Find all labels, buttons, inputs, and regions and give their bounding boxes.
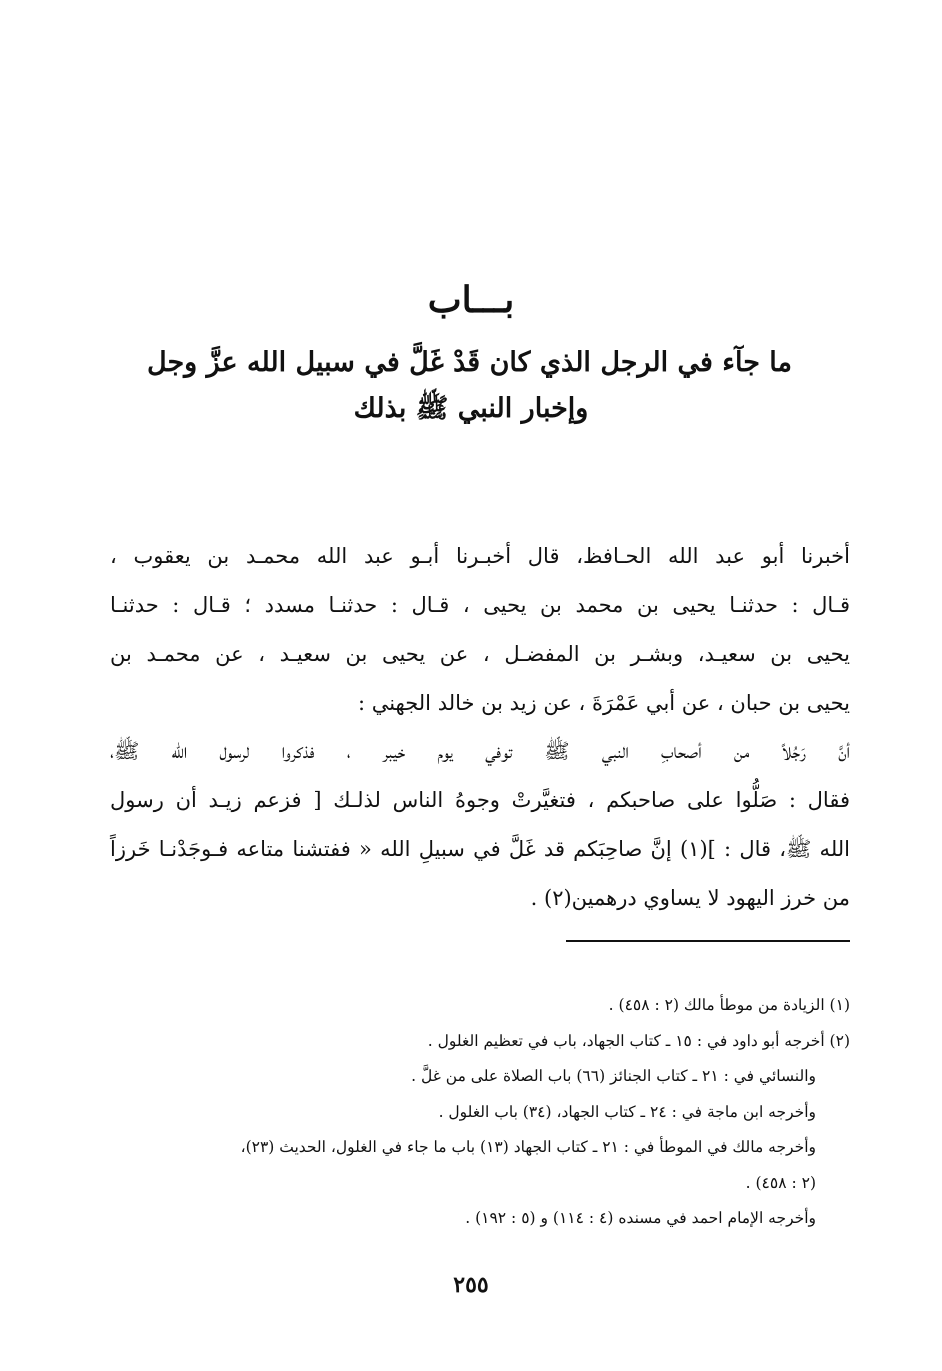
text-line: فقال : صَلُّوا على صاحبكم ، فتغيَّرتْ وجوهُ الناس لذلـك [ فزعم زيـد أن رسول [110,788,850,812]
text-line: أخبرنا أبو عبد الله الحـافظ، قال أخبـرنا أبـو عبد الله محمـد بن يعقوب ، [110,544,850,568]
text-line: الله ﷺ، قال : ](١) إنَّ صاحِبَكم قد غَلَّ في سبيلِ الله « ففتشنا متاعه فـوجَدْنـا خَرزاً [110,837,851,861]
page-number: ٢٥٥ [453,1272,489,1298]
chapter-title-line: ما جآء في الرجل الذي كان قَدْ غَلَّ في سبيل الله عزَّ وجل [147,347,792,378]
text-line: من خرز اليهود لا يساوي درهمين(٢) . [530,886,850,910]
text-line: أنَّ رَجُلاً من أصحابِ النبي ﷺ توفي يوم خيبر ، فذكروا لرسول الله ﷺ، [110,739,850,763]
text-line: يحيى بن سعيـد، وبشـر بن المفضـل ، عن يحيى بن سعيـد ، عن محمـد بن [110,642,850,666]
footnote-line: وأخرجه الإمام احمد في مسنده (٤ : ١١٤) و (٥ : ١٩٢) . [465,1209,816,1227]
footnote-divider [566,940,850,942]
footnote-line: وأخرجه ابن ماجة في : ٢٤ ـ كتاب الجهاد، (٣٤) باب الغلول . [438,1102,816,1121]
footnote-line: (٢) أخرجه أبو داود في : ١٥ ـ كتاب الجهاد، باب في تعظيم الغلول . [427,1031,850,1050]
chapter-title-line: وإخبار النبي ﷺ بذلك [353,393,589,424]
footnote-line: (١) الزيادة من موطأ مالك (٢ : ٤٥٨) . [608,996,850,1014]
text-line: قـال : حدثنـا يحيى بن محمد بن يحيى ، قـال : حدثنـا مسدد ؛ قـال : حدثنـا [110,593,850,617]
chapter-title [147,340,792,432]
footnote-line: (٢ : ٤٥٨) . [745,1173,816,1192]
hadith-paragraph [110,727,850,923]
chapter-label: بـــاب [427,279,515,321]
isnad-paragraph [110,532,850,728]
text-line: يحيى بن حبان ، عن أبي عَمْرَةَ ، عن زيد بن خالد الجهني : [357,691,850,715]
footnote-line: وأخرجه مالك في الموطأ في : ٢١ ـ كتاب الجهاد (١٣) باب ما جاء في الغلول، الحديث (٢٣)، [240,1138,816,1156]
footnotes [110,988,850,1237]
footnote-line: والنسائي في : ٢١ ـ كتاب الجنائز (٦٦) باب الصلاة على من غلَّ . [411,1067,816,1085]
